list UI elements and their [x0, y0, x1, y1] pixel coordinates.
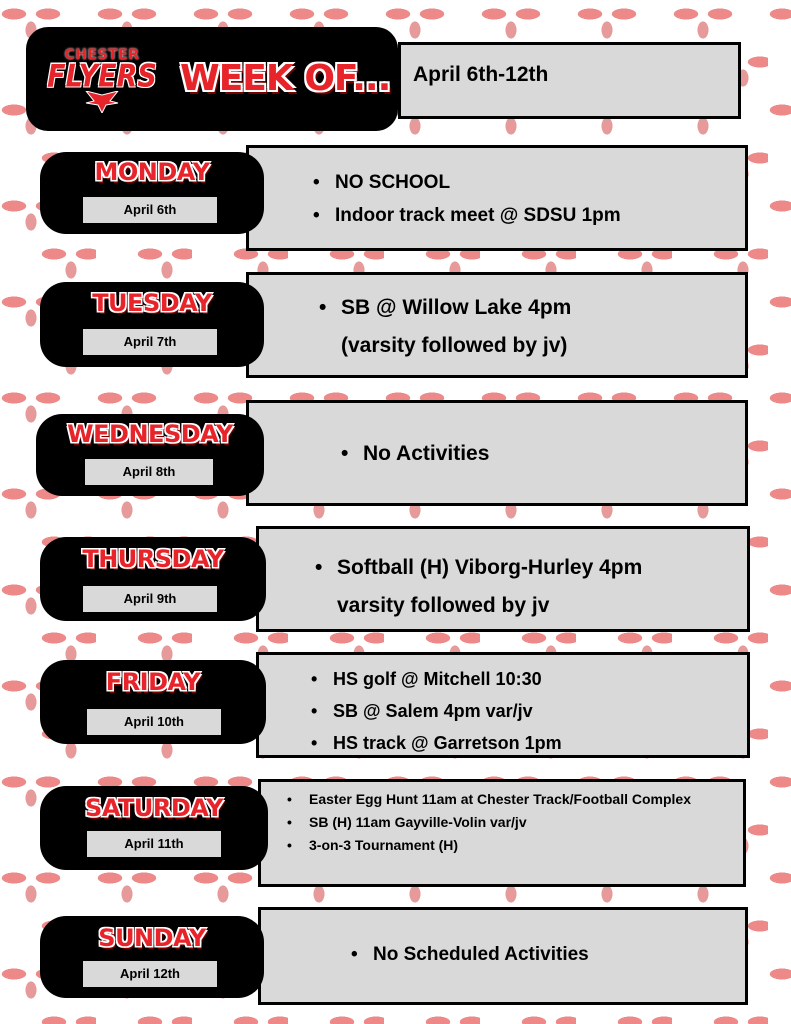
activity-continuation: varsity followed by jv — [337, 594, 550, 617]
day-name: TUESDAY — [92, 289, 212, 317]
list-item: • No Scheduled Activities — [351, 938, 589, 972]
day-name: FRIDAY — [105, 668, 201, 696]
thursday-activity-list — [315, 549, 642, 625]
list-item: • No Activities — [341, 435, 489, 473]
day-name: SUNDAY — [98, 924, 206, 952]
flyer-bird-icon — [84, 91, 120, 113]
activity-continuation: (varsity followed by jv) — [341, 334, 568, 357]
day-date: April 7th — [82, 328, 218, 356]
saturday-activity-list — [287, 788, 727, 856]
day-tab-monday — [40, 152, 264, 234]
day-tab-friday — [40, 660, 266, 744]
day-name: THURSDAY — [82, 545, 224, 573]
day-date: April 11th — [86, 830, 222, 858]
day-name: SATURDAY — [85, 794, 223, 822]
saturday-activities-box — [258, 779, 746, 887]
day-date: April 6th — [82, 196, 218, 224]
wednesday-activity-list — [341, 435, 489, 473]
sunday-activities-box — [258, 907, 748, 1005]
date-range: April 6th-12th — [413, 63, 549, 86]
day-tab-thursday — [40, 537, 266, 621]
list-item: • HS golf @ Mitchell 10:30 — [311, 663, 562, 695]
list-item: • NO SCHOOL — [313, 166, 621, 199]
friday-activity-list — [311, 663, 562, 759]
day-date: April 8th — [84, 458, 214, 486]
list-item: • SB @ Willow Lake 4pm — [319, 289, 571, 327]
day-date: April 10th — [86, 708, 222, 736]
day-date: April 12th — [82, 960, 218, 988]
day-tab-tuesday — [40, 282, 264, 367]
list-item: • Softball (H) Viborg-Hurley 4pm — [315, 549, 642, 587]
list-item: • SB @ Salem 4pm var/jv — [311, 695, 562, 727]
wednesday-activities-box — [246, 400, 748, 506]
monday-activities-box — [246, 145, 748, 251]
chester-flyers-logo — [38, 45, 166, 117]
list-item: • 3-on-3 Tournament (H) — [287, 834, 727, 856]
day-name: WEDNESDAY — [67, 420, 233, 448]
tuesday-activity-list — [319, 289, 571, 365]
date-range-box — [398, 42, 741, 119]
day-tab-wednesday — [36, 414, 264, 496]
thursday-activities-box — [256, 526, 750, 632]
list-item: • SB (H) 11am Gayville-Volin var/jv — [287, 810, 727, 834]
friday-activities-box — [256, 652, 750, 758]
week-of-title: WEEK OF... — [180, 58, 391, 99]
tuesday-activities-box — [246, 272, 748, 378]
monday-activity-list — [313, 166, 621, 232]
day-name: MONDAY — [94, 158, 210, 186]
day-date: April 9th — [82, 585, 218, 613]
list-item: • Easter Egg Hunt 11am at Chester Track/Football Complex — [287, 788, 727, 810]
sunday-activity-list — [351, 938, 589, 972]
day-tab-sunday — [40, 916, 264, 998]
list-item: • HS track @ Garretson 1pm — [311, 727, 562, 759]
day-tab-saturday — [40, 786, 268, 870]
list-item: • Indoor track meet @ SDSU 1pm — [313, 199, 621, 232]
logo-top-text: CHESTER — [64, 47, 140, 63]
logo-main-text: FLYERS — [47, 58, 157, 95]
